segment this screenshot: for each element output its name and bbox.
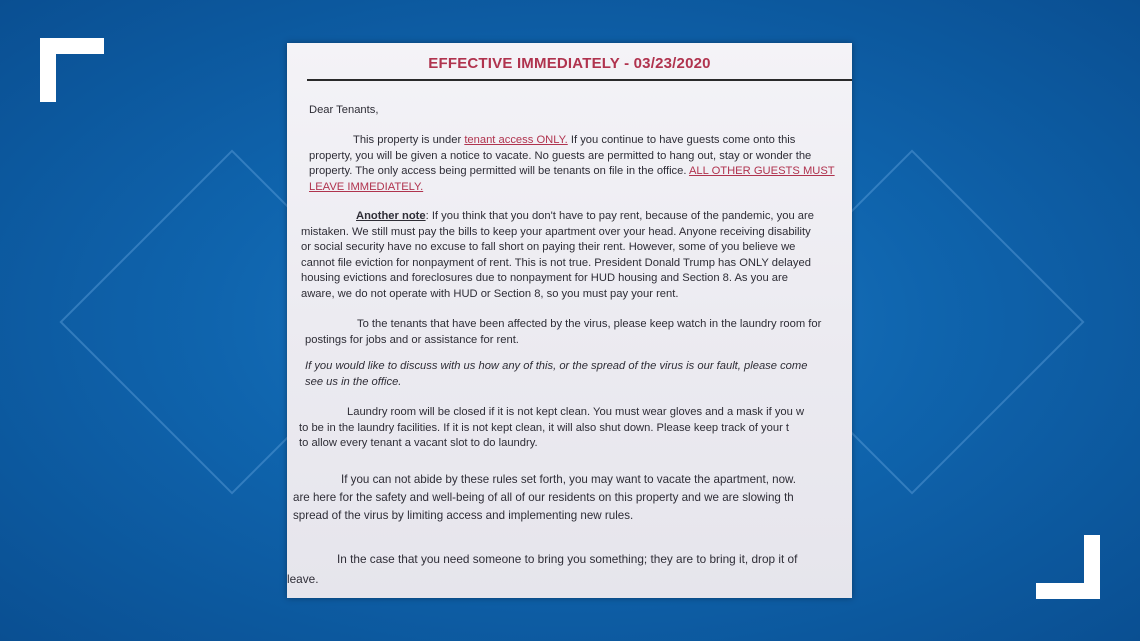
paragraph-delivery [287,549,797,589]
paragraph-line: or social security have no excuse to fall short on paying their rent. However, some of you believe we [301,241,796,254]
paragraph-line: see us in the office. [305,375,402,388]
text-run: : If you think that you don't have to pay rent, because of the pandemic, you are [425,210,814,222]
paragraph-line: LEAVE IMMEDIATELY. [309,180,424,193]
paragraph-line: spread of the virus by limiting access and implementing new rules. [293,509,634,522]
paragraph-line: to be in the laundry facilities. If it is not kept clean, it will also shut down. Please keep track of your t [299,421,790,434]
highlight-text: ALL OTHER GUESTS MUST [688,165,835,178]
corner-bracket-bottom-right-vertical [1084,535,1100,599]
paragraph-virus [305,317,821,348]
paragraph-line: postings for jobs and or assistance for rent. [305,333,519,346]
paragraph-line [309,164,835,180]
paragraph-line: If you can not abide by these rules set forth, you may want to vacate the apartment, now. [341,473,796,486]
paragraph-line: aware, we do not operate with HUD or Section 8, so you must pay your rent. [301,287,679,300]
letter-greeting [309,103,378,119]
text-run: property. The only access being permitted will be tenants on file in the office. [309,165,689,178]
paragraph-discuss [305,359,807,390]
paragraph-line [301,209,814,225]
paragraph-rules [293,471,796,525]
paragraph-line: To the tenants that have been affected by the virus, please keep watch in the laundry room for [357,318,822,330]
paragraph-line: property, you will be given a notice to vacate. No guests are permitted to hang out, stay or wonder the [309,149,812,162]
paragraph-access [309,133,835,195]
paragraph-line: In the case that you need someone to bring you something; they are to bring it, drop it of [337,552,798,566]
text-run: If you continue to have guests come onto this [567,134,796,146]
paragraph-rent [301,209,814,303]
letter-title: EFFECTIVE IMMEDIATELY - 03/23/2020 [428,55,711,72]
greeting-text: Dear Tenants, [309,104,379,116]
paragraph-line: Laundry room will be closed if it is not kept clean. You must wear gloves and a mask if you w [347,406,805,418]
paragraph-line: If you would like to discuss with us how any of this, or the spread of the virus is our fault, please come [305,360,808,372]
emphasis-text: Another note [356,210,426,222]
paragraph-line: leave. [287,572,319,586]
text-run: This property is under [353,134,465,146]
title-underline [307,79,852,81]
paragraph-line: mistaken. We still must pay the bills to keep your apartment over your head. Anyone receiving disability [301,225,811,238]
paragraph-line: cannot file eviction for nonpayment of rent. This is not true. President Donald Trump has ONLY delayed [301,256,811,269]
paragraph-line: to allow every tenant a vacant slot to do laundry. [299,437,538,450]
paragraph-laundry [299,405,804,452]
paragraph-line: housing evictions and foreclosures due to nonpayment for HUD housing and Section 8. As you are [301,272,788,285]
corner-bracket-top-left-vertical [40,38,56,102]
highlight-text: tenant access ONLY. [464,134,568,146]
paragraph-line: are here for the safety and well-being of all of our residents on this property and we are slowing th [293,491,794,504]
letter-document [287,43,852,598]
paragraph-line [309,133,835,149]
